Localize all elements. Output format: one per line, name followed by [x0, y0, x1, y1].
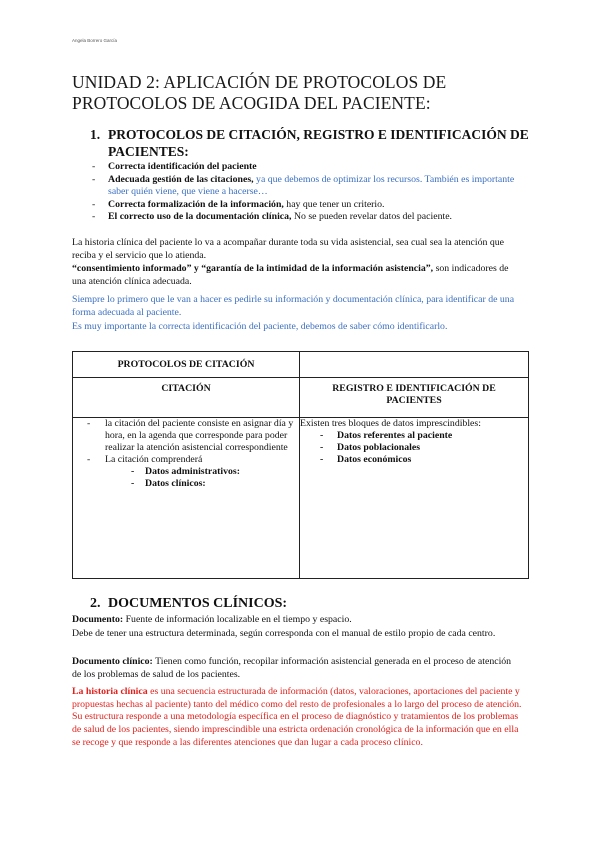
protocol-table	[72, 351, 529, 579]
citacion-list	[73, 418, 299, 466]
paragraph-documento	[72, 614, 522, 627]
list-item	[90, 161, 530, 174]
list-item	[90, 211, 530, 224]
list-item	[90, 174, 530, 199]
paragraph-text: Tienen como función, recopilar información asistencial generada en el proceso de atención de los problemas de salud de los pacientes.	[72, 656, 512, 680]
paragraph-consentimiento	[72, 263, 522, 288]
section-1-heading-line1: PROTOCOLOS DE CITACIÓN, REGISTRO E IDENTIFICACIÓN DE	[108, 127, 529, 142]
registro-list	[300, 430, 528, 466]
paragraph-bold: “consentimiento informado” y “garantía de la intimidad de la información asistencia”,	[72, 263, 434, 274]
list-item: - Datos poblacionales	[300, 442, 528, 454]
bullet-text: No se pueden revelar datos del paciente.	[291, 211, 452, 222]
bullet-text: hay que tener un criterio.	[283, 198, 385, 210]
section-2-number: 2.	[90, 596, 101, 611]
table-empty-header	[300, 352, 529, 378]
paragraph-bold: La historia clínica	[72, 686, 148, 697]
section-1-heading	[90, 126, 529, 160]
section-1-bullet-list	[90, 161, 530, 224]
table-col1-header: CITACIÓN	[73, 378, 300, 418]
paragraph-text: son indicadores de una atención clínica adecuada.	[72, 263, 509, 287]
paragraph-identificacion: Es muy importante la correcta identificación del paciente, debemos de saber cómo identificarlo.	[72, 321, 448, 332]
registro-intro: Existen tres bloques de datos imprescindibles:	[300, 418, 481, 429]
list-item: - Datos administrativos:	[73, 466, 299, 478]
list-item: - la citación del paciente consiste en asignar día y hora, en la agenda que corresponde para poder realizar la atención asistencial correspondiente	[73, 418, 299, 454]
table-col2-header: REGISTRO E IDENTIFICACIÓN DE PACIENTES	[300, 378, 529, 418]
bullet-text: ya que debemos de optimizar los recursos. También es importante saber quién viene, que viene a hacerse…	[108, 173, 515, 197]
page-title: UNIDAD 2: APLICACIÓN DE PROTOCOLOS DE PROTOCOLOS DE ACOGIDA DEL PACIENTE:	[72, 72, 447, 113]
paragraph-bold: Documento clínico:	[72, 656, 153, 667]
section-2-heading	[90, 595, 287, 612]
table-citacion-cell	[73, 418, 300, 579]
paragraph-documento-clinico	[72, 656, 522, 681]
section-2-heading-text: DOCUMENTOS CLÍNICOS:	[108, 596, 288, 611]
bullet-bold: Correcta formalización de la información,	[108, 198, 284, 210]
paragraph-text: es una secuencia estructurada de información (datos, valoraciones, aportaciones del paciente y propuestas hechas al paciente) tanto del médico como del resto de profesionales a lo largo del proceso de atención. Su estructura responde a una metodología específica en el proceso de diagnóstico y tratamientos de los problemas de salud de los pacientes, siendo imprescindible una estricta ordenación cronológica de la información que en ella se recoge y que responde a las diferentes atenciones que dan lugar a cada proceso clínico.	[72, 686, 522, 748]
paragraph-historia: La historia clínica del paciente lo va a acompañar durante toda su vida asistencial, sea cual sea la atención que reciba y el servicio que lo atienda.	[72, 237, 504, 261]
citacion-sublist	[73, 466, 299, 490]
paragraph-estructura: Debe de tener una estructura determinada, según corresponda con el manual de estilo propio de cada centro.	[72, 628, 496, 639]
table-registro-cell	[300, 418, 529, 579]
bullet-bold: Adecuada gestión de las citaciones,	[108, 173, 254, 185]
table-main-header: PROTOCOLOS DE CITACIÓN	[73, 352, 300, 378]
paragraph-informacion: Siempre lo primero que le van a hacer es pedirle su información y documentación clínica, para identificar de una forma adecuada al paciente.	[72, 294, 515, 318]
bullet-bold: El correcto uso de la documentación clínica,	[108, 211, 292, 222]
bullet-bold: Correcta identificación del paciente	[108, 161, 257, 172]
list-item: - Datos clínicos:	[73, 478, 299, 490]
paragraph-text: Fuente de información localizable en el tiempo y espacio.	[123, 614, 352, 625]
paragraph-bold: Documento:	[72, 614, 124, 625]
list-item: - La citación comprenderá	[73, 454, 299, 466]
section-1-number: 1.	[90, 127, 101, 142]
section-1-heading-line2: PACIENTES:	[108, 144, 189, 159]
list-item	[90, 199, 530, 212]
list-item: - Datos económicos	[300, 454, 528, 466]
list-item: - Datos referentes al paciente	[300, 430, 528, 442]
paragraph-historia-clinica	[72, 686, 522, 750]
author-name: Angela Borrero García	[72, 38, 118, 43]
